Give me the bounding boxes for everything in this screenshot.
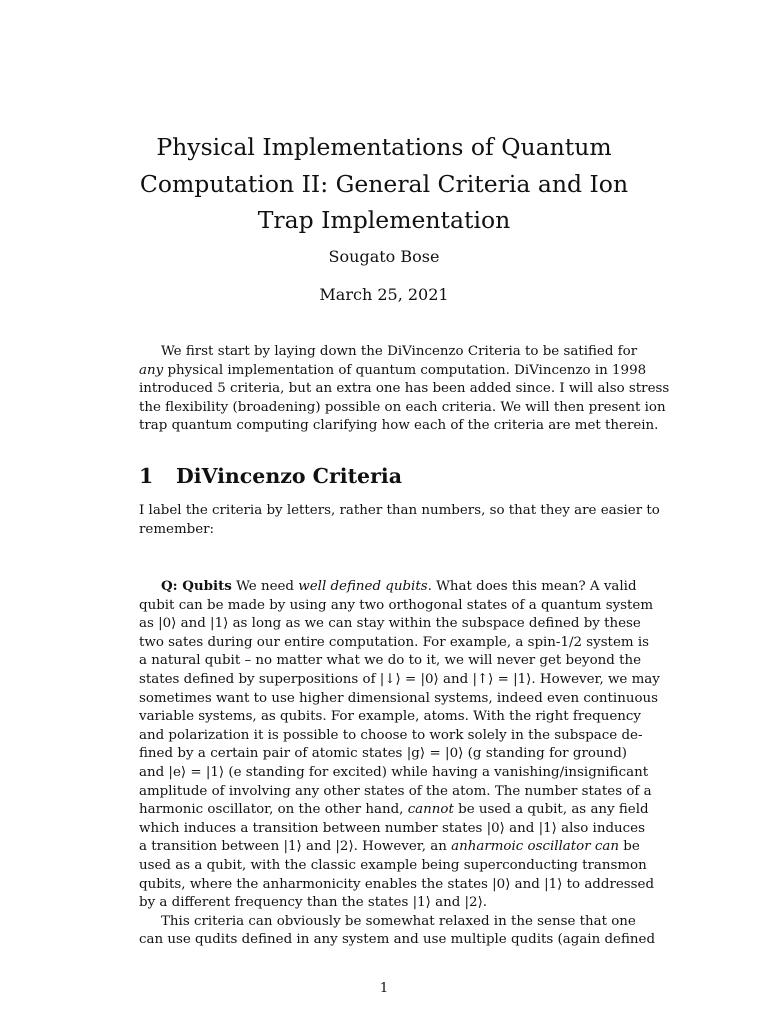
abstract-line: the flexibility (broadening) possible on each criteria. We will then present ion — [139, 399, 666, 415]
intro-paragraph — [139, 502, 660, 539]
intro-line: I label the criteria by letters, rather than numbers, so that they are easier to — [139, 503, 660, 518]
body-emphasis: well defined qubits — [298, 579, 428, 594]
body-text: be used a qubit, as any field — [458, 802, 649, 818]
body-line: states defined by superpositions of |↓⟩ = |0⟩ and |↑⟩ = |1⟩. However, we may — [139, 671, 660, 687]
criteria-label: Q: Qubits — [161, 578, 232, 594]
abstract-line-text: physical implementation of quantum computation. DiVincenzo in 1998 — [167, 362, 647, 378]
body-line: qubits, where the anharmonicity enables the states |0⟩ and |1⟩ to addressed — [139, 876, 655, 892]
body-line: fined by a certain pair of atomic states |g⟩ = |0⟩ (g standing for ground) — [139, 746, 627, 762]
body-line: This criteria can obviously be somewhat relaxed in the sense that one — [161, 913, 636, 929]
section-title: DiVincenzo Criteria — [176, 464, 402, 488]
abstract-line: We first start by laying down the DiVincenzo Criteria to be satified for — [161, 344, 638, 359]
title-line: Computation II: General Criteria and Ion — [139, 169, 629, 198]
body-line: and |e⟩ = |1⟩ (e standing for excited) while having a vanishing/insignificant — [139, 764, 649, 780]
abstract — [139, 343, 670, 436]
intro-line: remember: — [139, 521, 215, 537]
abstract-line: introduced 5 criteria, but an extra one has been added since. I will also stress — [139, 381, 670, 397]
abstract-line — [139, 362, 647, 381]
body-emphasis: cannot — [407, 802, 454, 818]
body-line — [139, 801, 649, 820]
body-text: a transition between |1⟩ and |2⟩. However, an — [139, 839, 447, 855]
body-line — [139, 838, 640, 857]
criteria-q-paragraph — [139, 577, 660, 950]
body-text: harmonic oscillator, on the other hand, — [139, 802, 404, 818]
body-text: . What does this mean? A valid — [427, 579, 637, 594]
body-emphasis: anharmoic oscillator can — [451, 839, 619, 855]
body-line: two sates during our entire computation. For example, a spin-1/2 system is — [139, 634, 649, 650]
body-line: used as a qubit, with the classic example being superconducting transmon — [139, 857, 647, 873]
body-line: as |0⟩ and |1⟩ as long as we can stay within the subspace defined by these — [139, 616, 641, 632]
body-line: and polarization it is possible to choose to work solely in the subspace de- — [139, 727, 643, 743]
page-number: 1 — [379, 981, 389, 996]
body-line: qubit can be made by using any two orthogonal states of a quantum system — [139, 597, 654, 613]
body-line — [139, 577, 637, 597]
section-heading — [139, 462, 402, 490]
body-line: amplitude of involving any other states of the atom. The number states of a — [139, 783, 652, 799]
date: March 25, 2021 — [319, 285, 449, 304]
body-text: be — [623, 839, 640, 855]
body-line: a natural qubit – no matter what we do to it, we will never get beyond the — [139, 653, 642, 669]
paper-title — [0, 129, 768, 239]
body-line: which induces a transition between number states |0⟩ and |1⟩ also induces — [139, 820, 645, 836]
author: Sougato Bose — [328, 247, 440, 266]
body-line: can use qudits defined in any system and use multiple qudits (again defined — [139, 932, 656, 948]
body-text: We need — [236, 579, 295, 594]
body-line: by a different frequency than the states |1⟩ and |2⟩. — [139, 895, 488, 911]
abstract-line: trap quantum computing clarifying how each of the criteria are met therein. — [139, 418, 659, 434]
title-line: Trap Implementation — [257, 206, 511, 234]
abstract-emphasis: any — [139, 362, 164, 378]
body-line: sometimes want to use higher dimensional systems, indeed even continuous — [139, 690, 659, 706]
section-number: 1 — [139, 464, 154, 488]
body-line: variable systems, as qubits. For example, atoms. With the right frequency — [139, 709, 641, 725]
title-line: Physical Implementations of Quantum — [156, 133, 612, 161]
